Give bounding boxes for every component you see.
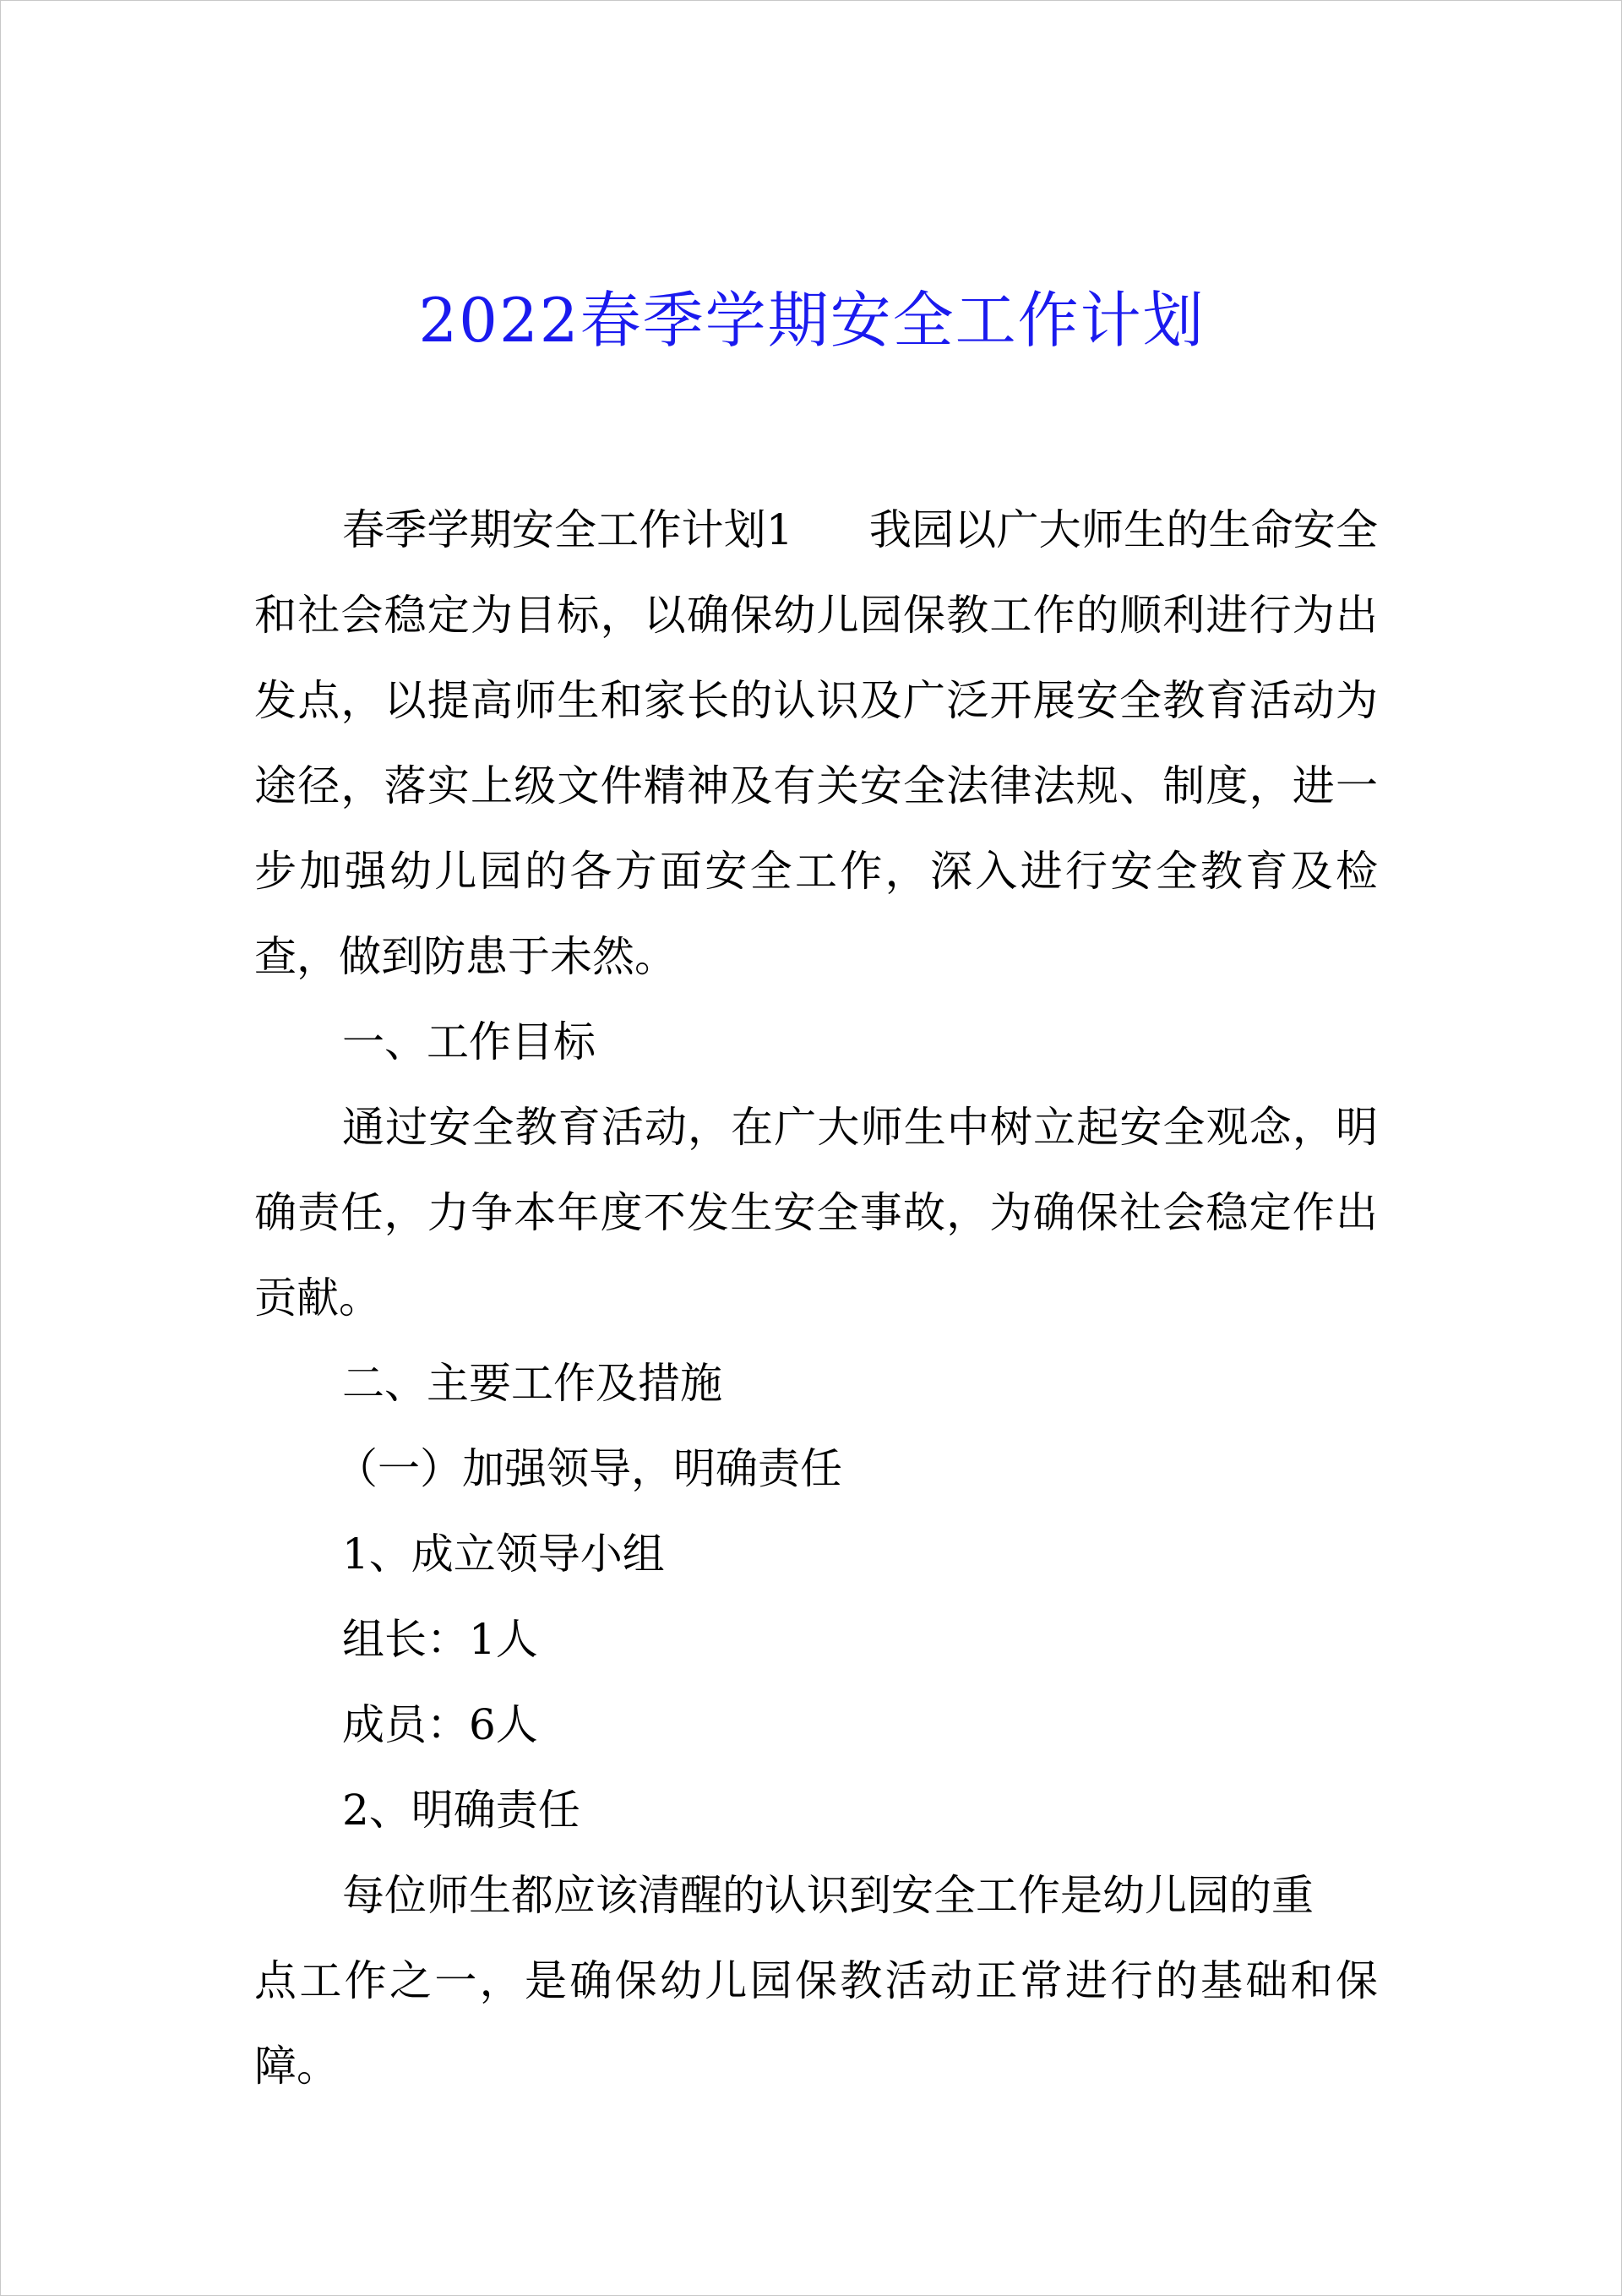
intro-label: 春季学期安全工作计划1 <box>342 505 793 554</box>
group-leader-line: 组长：1人 <box>342 1615 538 1664</box>
group-members-line: 成员：6人 <box>342 1700 538 1749</box>
responsibility-line-2: 点工作之一，是确保幼儿园保教活动正常进行的基础和保障。 <box>254 1956 1378 2091</box>
subsection-heading-leadership: （一）加强领导，明确责任 <box>335 1444 842 1493</box>
intro-paragraph <box>254 488 1378 1000</box>
document-body <box>254 488 1378 2109</box>
section-heading-goals: 一、工作目标 <box>342 1017 596 1066</box>
section-heading-measures: 二、主要工作及措施 <box>342 1359 722 1408</box>
section-goals-paragraph: 通过安全教育活动，在广大师生中树立起安全观念，明确责任，力争本年度不发生安全事故，为确保社会稳定作出贡献。 <box>254 1103 1378 1323</box>
intro-text: 我园以广大师生的生命安全和社会稳定为目标，以确保幼儿园保教工作的顺利进行为出发点，以提高师生和家长的认识及广泛开展安全教育活动为途径，落实上级文件精神及有关安全法律法规、制度，进一步加强幼儿园的各方面安全工作，深入进行安全教育及检查，做到防患于未然。 <box>254 505 1379 981</box>
item-heading-group: 1、成立领导小组 <box>342 1530 665 1579</box>
item-heading-responsibility: 2、明确责任 <box>342 1786 580 1835</box>
responsibility-line-1: 每位师生都应该清醒的认识到安全工作是幼儿园的重 <box>342 1871 1314 1920</box>
document-title: 2022春季学期安全工作计划 <box>418 285 1206 356</box>
